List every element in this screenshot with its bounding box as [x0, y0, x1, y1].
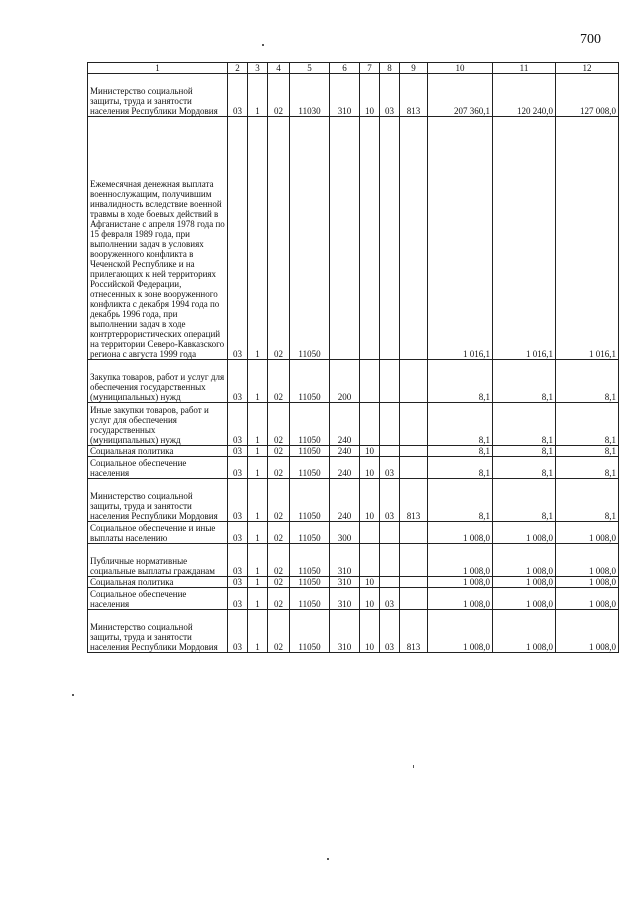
cell-col-3: 1	[248, 610, 268, 653]
cell-col-3: 1	[248, 588, 268, 610]
table-row	[88, 360, 619, 403]
table-header	[88, 63, 619, 74]
cell-col-9	[400, 403, 428, 446]
cell-col-12: 8,1	[556, 360, 619, 403]
header-col-7: 7	[360, 63, 380, 74]
cell-col-5: 11050	[290, 479, 330, 522]
cell-col-3: 1	[248, 479, 268, 522]
header-col-6: 6	[330, 63, 360, 74]
cell-col-8	[380, 522, 400, 544]
cell-col-2: 03	[228, 74, 248, 117]
cell-col-6: 240	[330, 479, 360, 522]
cell-row-name: Ежемесячная денежная выплата военнослужащим, получившим инвалидность вследствие военной травмы в ходе боевых действий в Афганистане с апреля 1978 года по 15 февраля 1989 года, при выполнении задач в условиях вооруженного конфликта в Чеченской Республике и на прилегающих к ней территориях Российской Федерации, отнесенных к зоне вооруженного конфликта с декабря 1994 года по декабрь 1996 года, при выполнении задач в ходе контртеррористических операций на территории Северо-Кавказского региона с августа 1999 года	[88, 117, 228, 360]
cell-col-10: 1 008,0	[428, 522, 493, 544]
cell-row-name: Министерство социальной защиты, труда и занятости населения Республики Мордовия	[88, 74, 228, 117]
cell-col-9: 813	[400, 74, 428, 117]
cell-row-name: Социальное обеспечение и иные выплаты населению	[88, 522, 228, 544]
cell-col-4: 02	[268, 577, 290, 588]
cell-col-6: 240	[330, 446, 360, 457]
cell-col-11: 1 008,0	[493, 522, 556, 544]
cell-col-8	[380, 403, 400, 446]
cell-col-4: 02	[268, 522, 290, 544]
header-col-11: 11	[493, 63, 556, 74]
table-row	[88, 117, 619, 360]
cell-col-6: 310	[330, 577, 360, 588]
cell-col-2: 03	[228, 479, 248, 522]
cell-col-8	[380, 117, 400, 360]
cell-col-10: 1 008,0	[428, 577, 493, 588]
table-row	[88, 74, 619, 117]
cell-col-3: 1	[248, 74, 268, 117]
cell-col-3: 1	[248, 446, 268, 457]
cell-col-9: 813	[400, 479, 428, 522]
cell-col-11: 8,1	[493, 446, 556, 457]
cell-col-8	[380, 360, 400, 403]
cell-col-5: 11050	[290, 403, 330, 446]
cell-col-3: 1	[248, 577, 268, 588]
cell-col-4: 02	[268, 117, 290, 360]
header-col-5: 5	[290, 63, 330, 74]
cell-col-7	[360, 522, 380, 544]
cell-col-8: 03	[380, 74, 400, 117]
cell-col-2: 03	[228, 544, 248, 577]
cell-col-7: 10	[360, 74, 380, 117]
cell-col-9	[400, 360, 428, 403]
cell-col-5: 11050	[290, 457, 330, 479]
scan-speck	[262, 44, 264, 46]
cell-col-9	[400, 588, 428, 610]
header-row	[88, 63, 619, 74]
cell-col-5: 11050	[290, 522, 330, 544]
cell-col-11: 8,1	[493, 479, 556, 522]
cell-col-11: 8,1	[493, 457, 556, 479]
cell-col-11: 1 008,0	[493, 588, 556, 610]
cell-col-4: 02	[268, 457, 290, 479]
cell-col-11: 1 008,0	[493, 544, 556, 577]
cell-col-10: 1 008,0	[428, 588, 493, 610]
scan-speck	[413, 765, 414, 768]
cell-col-5: 11050	[290, 117, 330, 360]
cell-col-11: 120 240,0	[493, 74, 556, 117]
cell-col-11: 8,1	[493, 360, 556, 403]
cell-col-11: 1 008,0	[493, 577, 556, 588]
cell-col-12: 1 008,0	[556, 522, 619, 544]
cell-col-4: 02	[268, 446, 290, 457]
cell-col-12: 1 008,0	[556, 577, 619, 588]
header-col-4: 4	[268, 63, 290, 74]
cell-col-7: 10	[360, 479, 380, 522]
cell-col-2: 03	[228, 610, 248, 653]
cell-col-11: 1 016,1	[493, 117, 556, 360]
table-row	[88, 522, 619, 544]
cell-col-8	[380, 577, 400, 588]
cell-col-6: 200	[330, 360, 360, 403]
cell-col-7: 10	[360, 588, 380, 610]
cell-col-5: 11050	[290, 446, 330, 457]
cell-col-9	[400, 577, 428, 588]
cell-col-10: 207 360,1	[428, 74, 493, 117]
cell-row-name: Социальная политика	[88, 446, 228, 457]
cell-col-3: 1	[248, 522, 268, 544]
cell-col-2: 03	[228, 577, 248, 588]
cell-col-9	[400, 522, 428, 544]
cell-col-6: 310	[330, 610, 360, 653]
budget-table	[87, 62, 619, 653]
cell-col-4: 02	[268, 360, 290, 403]
cell-col-5: 11050	[290, 610, 330, 653]
cell-col-3: 1	[248, 403, 268, 446]
cell-col-8: 03	[380, 457, 400, 479]
cell-col-3: 1	[248, 544, 268, 577]
cell-col-3: 1	[248, 117, 268, 360]
cell-col-4: 02	[268, 588, 290, 610]
cell-col-11: 8,1	[493, 403, 556, 446]
cell-col-5: 11050	[290, 544, 330, 577]
page-number: 700	[580, 32, 601, 47]
cell-col-9	[400, 117, 428, 360]
cell-col-9	[400, 446, 428, 457]
cell-col-6: 310	[330, 588, 360, 610]
cell-col-2: 03	[228, 446, 248, 457]
cell-col-10: 8,1	[428, 446, 493, 457]
cell-col-7: 10	[360, 446, 380, 457]
cell-col-5: 11050	[290, 360, 330, 403]
cell-col-12: 8,1	[556, 479, 619, 522]
cell-col-8: 03	[380, 479, 400, 522]
scan-speck	[327, 858, 329, 860]
cell-col-7	[360, 403, 380, 446]
cell-col-12: 1 008,0	[556, 588, 619, 610]
cell-col-7: 10	[360, 610, 380, 653]
table-row	[88, 577, 619, 588]
cell-col-10: 8,1	[428, 479, 493, 522]
header-col-3: 3	[248, 63, 268, 74]
cell-row-name: Министерство социальной защиты, труда и занятости населения Республики Мордовия	[88, 479, 228, 522]
cell-col-8	[380, 446, 400, 457]
cell-col-2: 03	[228, 522, 248, 544]
cell-col-12: 8,1	[556, 403, 619, 446]
cell-col-2: 03	[228, 403, 248, 446]
cell-col-6: 240	[330, 457, 360, 479]
cell-col-11: 1 008,0	[493, 610, 556, 653]
cell-row-name: Закупка товаров, работ и услуг для обеспечения государственных (муниципальных) нужд	[88, 360, 228, 403]
scan-speck	[72, 694, 74, 696]
header-col-12: 12	[556, 63, 619, 74]
cell-col-3: 1	[248, 360, 268, 403]
cell-col-9	[400, 457, 428, 479]
cell-col-10: 1 016,1	[428, 117, 493, 360]
cell-col-4: 02	[268, 74, 290, 117]
cell-col-8: 03	[380, 588, 400, 610]
table-row	[88, 610, 619, 653]
cell-col-4: 02	[268, 403, 290, 446]
cell-row-name: Социальное обеспечение населения	[88, 588, 228, 610]
cell-col-10: 8,1	[428, 457, 493, 479]
cell-col-4: 02	[268, 544, 290, 577]
cell-col-6: 310	[330, 74, 360, 117]
cell-col-8: 03	[380, 610, 400, 653]
table-row	[88, 403, 619, 446]
cell-col-12: 8,1	[556, 446, 619, 457]
cell-col-6	[330, 117, 360, 360]
header-col-8: 8	[380, 63, 400, 74]
cell-col-7	[360, 117, 380, 360]
cell-col-10: 8,1	[428, 403, 493, 446]
cell-col-2: 03	[228, 457, 248, 479]
table-row	[88, 457, 619, 479]
table-body	[88, 74, 619, 653]
cell-col-12: 1 008,0	[556, 544, 619, 577]
header-col-2: 2	[228, 63, 248, 74]
budget-table-wrap	[87, 62, 619, 653]
cell-row-name: Иные закупки товаров, работ и услуг для обеспечения государственных (муниципальных) нужд	[88, 403, 228, 446]
cell-col-2: 03	[228, 117, 248, 360]
cell-col-5: 11050	[290, 588, 330, 610]
cell-col-12: 8,1	[556, 457, 619, 479]
header-col-10: 10	[428, 63, 493, 74]
cell-col-2: 03	[228, 588, 248, 610]
cell-col-6: 310	[330, 544, 360, 577]
cell-col-9	[400, 544, 428, 577]
table-row	[88, 479, 619, 522]
cell-col-8	[380, 544, 400, 577]
cell-col-7: 10	[360, 577, 380, 588]
header-col-1: 1	[88, 63, 228, 74]
cell-col-3: 1	[248, 457, 268, 479]
cell-col-10: 1 008,0	[428, 610, 493, 653]
cell-row-name: Министерство социальной защиты, труда и занятости населения Республики Мордовия	[88, 610, 228, 653]
cell-col-4: 02	[268, 610, 290, 653]
cell-col-7	[360, 360, 380, 403]
cell-col-9: 813	[400, 610, 428, 653]
cell-col-10: 1 008,0	[428, 544, 493, 577]
cell-row-name: Социальное обеспечение населения	[88, 457, 228, 479]
header-col-9: 9	[400, 63, 428, 74]
cell-col-6: 240	[330, 403, 360, 446]
cell-col-6: 300	[330, 522, 360, 544]
cell-col-12: 127 008,0	[556, 74, 619, 117]
table-row	[88, 544, 619, 577]
cell-col-4: 02	[268, 479, 290, 522]
table-row	[88, 588, 619, 610]
cell-col-12: 1 016,1	[556, 117, 619, 360]
cell-col-7	[360, 544, 380, 577]
cell-col-5: 11030	[290, 74, 330, 117]
cell-row-name: Публичные нормативные социальные выплаты гражданам	[88, 544, 228, 577]
cell-col-2: 03	[228, 360, 248, 403]
cell-row-name: Социальная политика	[88, 577, 228, 588]
cell-col-10: 8,1	[428, 360, 493, 403]
table-row	[88, 446, 619, 457]
cell-col-5: 11050	[290, 577, 330, 588]
cell-col-12: 1 008,0	[556, 610, 619, 653]
cell-col-7: 10	[360, 457, 380, 479]
